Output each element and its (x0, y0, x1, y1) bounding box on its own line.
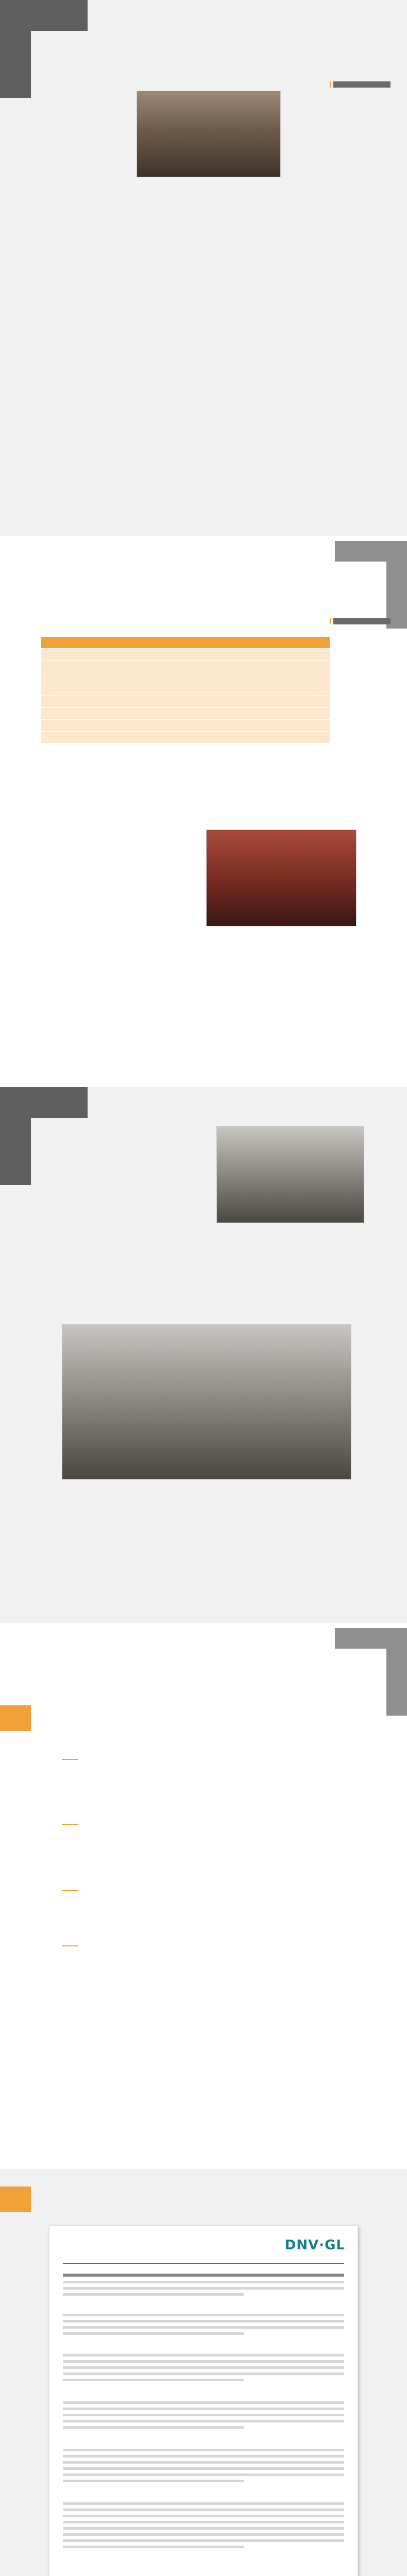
table-header-cell (258, 637, 330, 649)
item-number (62, 1822, 78, 1825)
table-cell (185, 660, 258, 672)
item-number (62, 1888, 78, 1891)
table-header-row (41, 637, 330, 649)
meeting-photo (137, 91, 281, 177)
body-paragraph (139, 198, 361, 260)
training-session-photo (206, 829, 357, 926)
item-number (62, 1757, 78, 1760)
section-header-strip (330, 617, 391, 625)
body-paragraph (139, 17, 361, 63)
report-page-2 (0, 541, 407, 1082)
decorative-corner (335, 1628, 407, 1716)
table-cell (258, 672, 330, 684)
table-cell (113, 696, 185, 708)
decorative-corner (335, 541, 407, 629)
table-row (41, 708, 330, 720)
section-header-strip (330, 80, 391, 89)
report-page-3 (0, 1087, 407, 1623)
table-row (41, 720, 330, 732)
decorative-corner (0, 0, 88, 98)
table-cell (258, 696, 330, 708)
table-row (41, 732, 330, 743)
table-cell (41, 708, 113, 720)
chapter-heading (0, 2187, 407, 2212)
table-cell (41, 732, 113, 743)
table-header-cell (41, 637, 113, 649)
table-cell (113, 720, 185, 732)
table-cell (258, 720, 330, 732)
table-cell (185, 696, 258, 708)
table-cell (258, 660, 330, 672)
body-paragraph (41, 836, 196, 970)
table-cell (113, 649, 185, 660)
item-text (62, 1845, 350, 1879)
data-table (41, 637, 330, 743)
table-cell (258, 708, 330, 720)
table-cell (41, 649, 113, 660)
seminar-photo (62, 1324, 351, 1480)
section-header-label (333, 81, 391, 88)
audit-statement-document (49, 2226, 358, 2576)
report-page-5 (0, 2169, 407, 2576)
table-cell (113, 684, 185, 696)
item-text (62, 1911, 350, 1934)
table-cell (113, 732, 185, 743)
table-cell (185, 708, 258, 720)
table-cell (41, 720, 113, 732)
table-cell (113, 660, 185, 672)
table-cell (258, 684, 330, 696)
table-row (41, 684, 330, 696)
body-paragraph (36, 1246, 361, 1313)
table-cell (258, 649, 330, 660)
table-cell (113, 708, 185, 720)
table-cell (258, 732, 330, 743)
item-text (62, 1967, 350, 2001)
table-cell (113, 672, 185, 684)
table-cell (185, 720, 258, 732)
table-cell (41, 696, 113, 708)
table-row (41, 672, 330, 684)
table-cell (185, 649, 258, 660)
table-cell (185, 672, 258, 684)
item-text (62, 1780, 350, 1814)
table-row (41, 649, 330, 660)
dnv-gl-logo: DNV·GL (284, 2238, 345, 2253)
table-cell (41, 684, 113, 696)
table-cell (185, 684, 258, 696)
table-header-cell (185, 637, 258, 649)
table-header-cell (113, 637, 185, 649)
body-paragraph (41, 774, 350, 831)
item-number (62, 1943, 78, 1946)
chapter-heading (0, 1705, 407, 1731)
classroom-photo (216, 1126, 364, 1223)
table-row (41, 696, 330, 708)
table-cell (185, 732, 258, 743)
report-page-4 (0, 1628, 407, 2164)
table-row (41, 660, 330, 672)
report-page-1 (0, 0, 407, 536)
table-cell (41, 660, 113, 672)
table-cell (41, 672, 113, 684)
body-paragraph (36, 1133, 206, 1236)
section-header-label (333, 618, 391, 624)
body-paragraph (139, 262, 361, 365)
